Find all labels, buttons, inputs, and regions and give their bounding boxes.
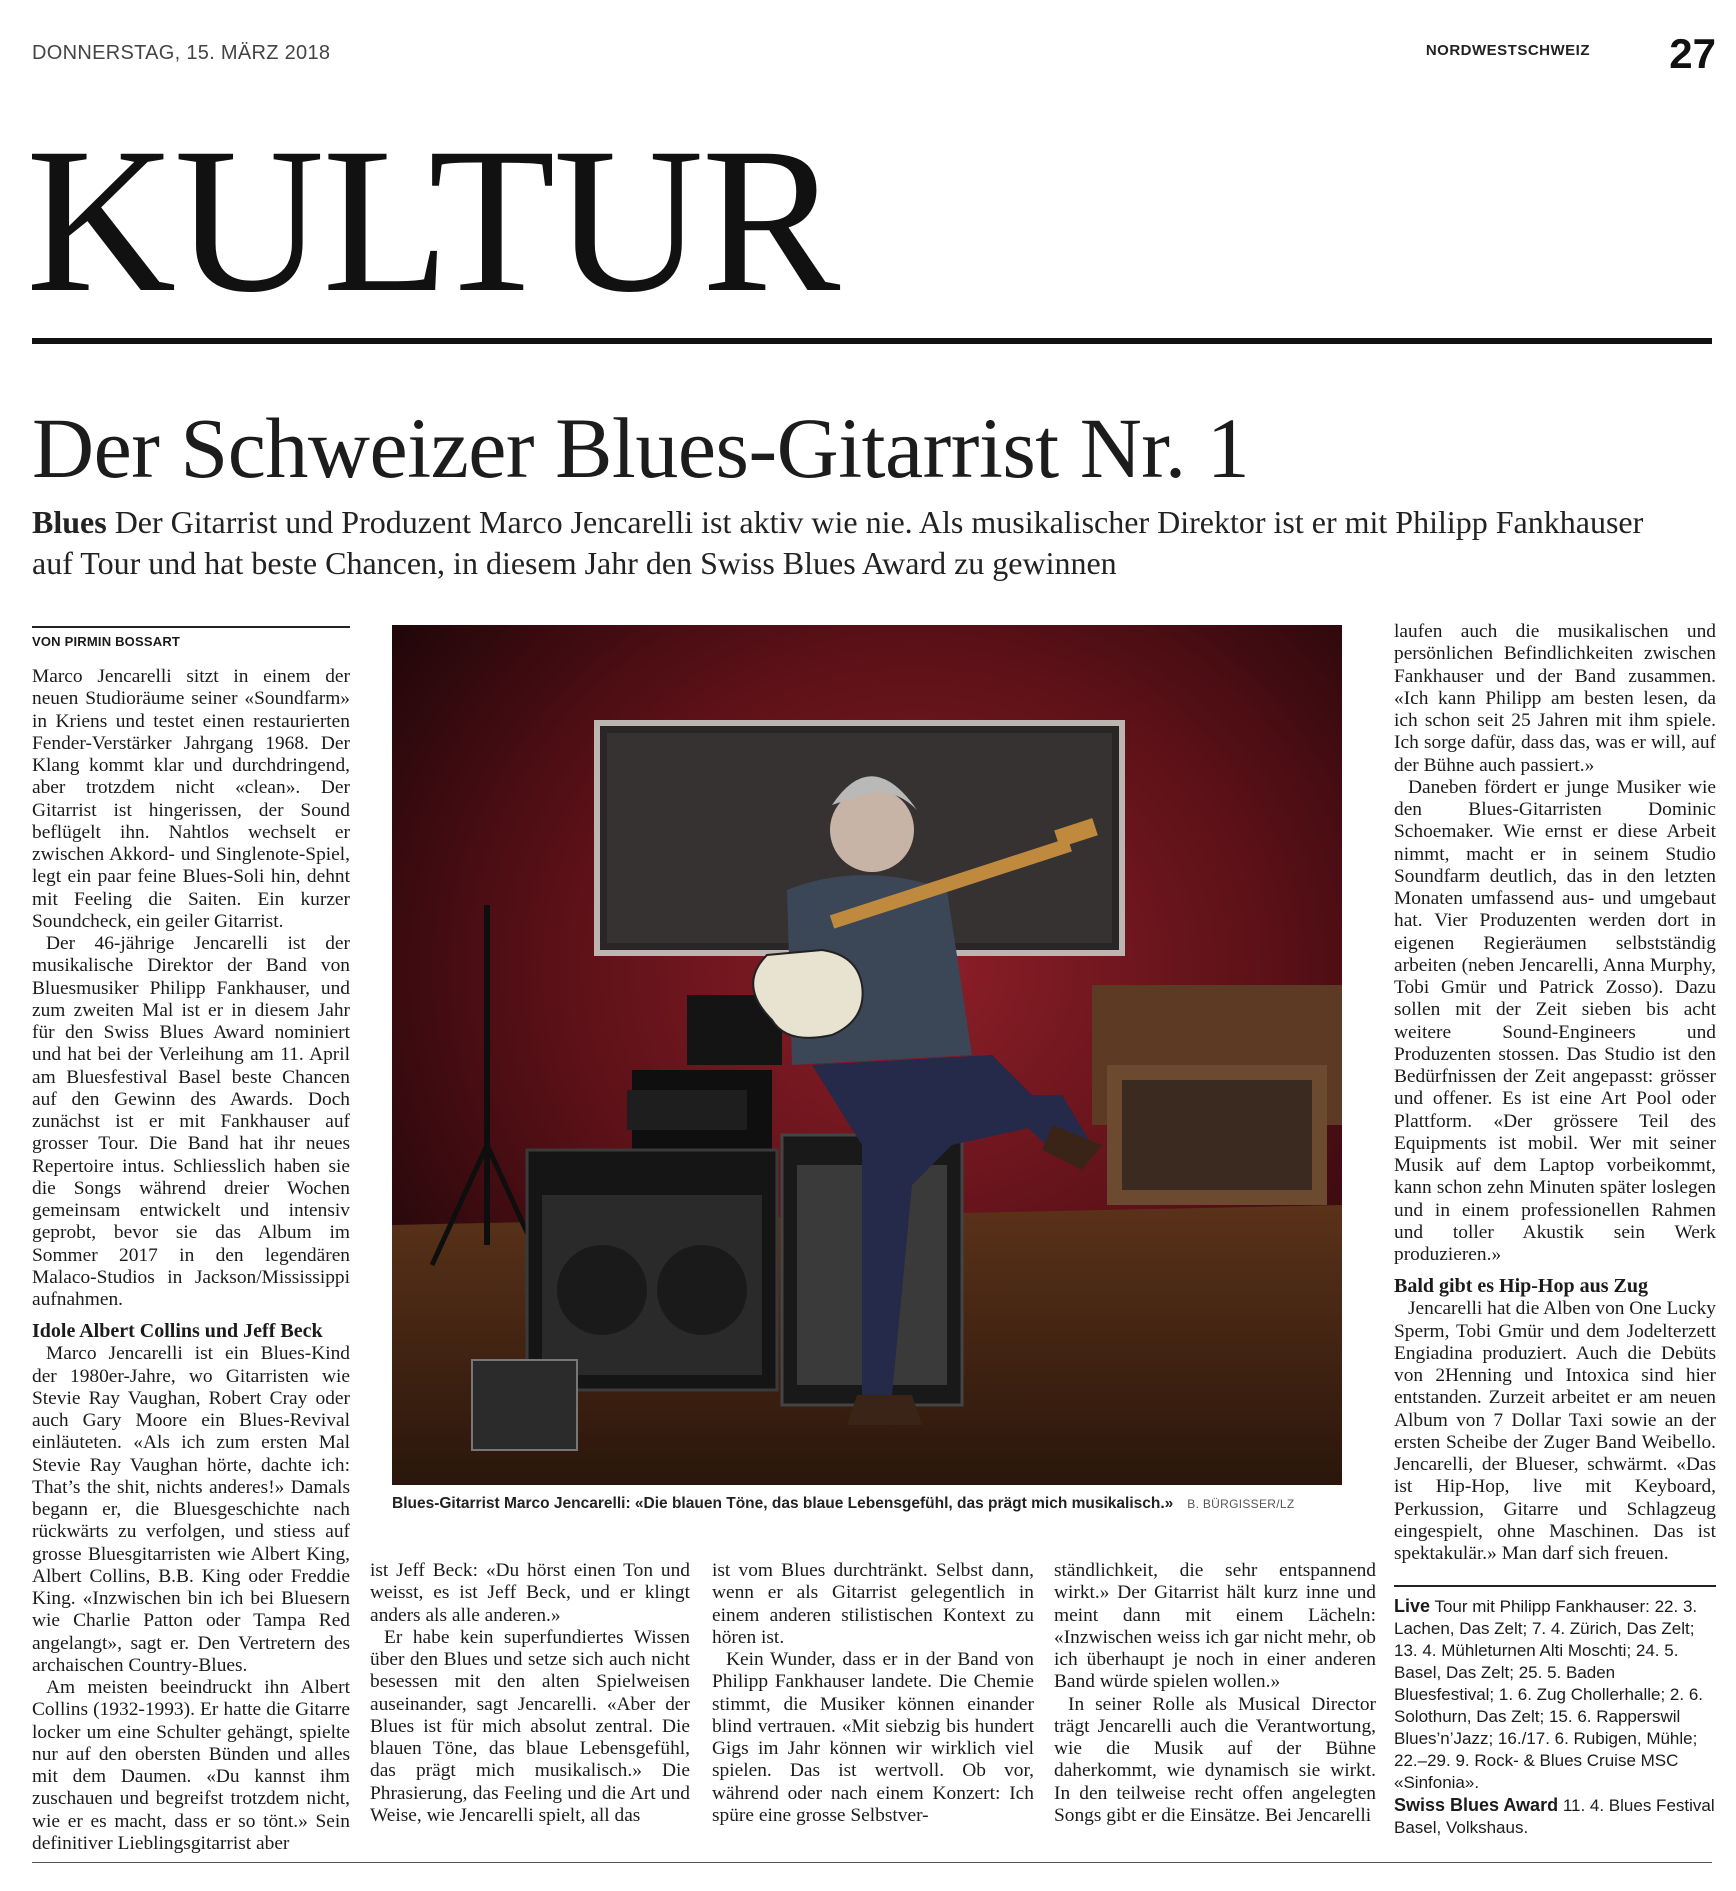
paragraph: Kein Wunder, dass er in der Band von Philipp Fankhauser landete. Die Chemie stimmt, die Musiker können einander blind vertrauen. «Mit siebzig bis hundert Gigs im Jahr können wir wirklich viel spielen. Das ist wertvoll. Ob vor, während oder nach einem Konzert: Ich spüre eine grosse Selbstver-	[712, 1649, 1034, 1826]
subheading: Idole Albert Collins und Jeff Beck	[32, 1320, 323, 1343]
paragraph: ist Jeff Beck: «Du hörst einen Ton und weisst, es ist Jeff Beck, und er klingt anders als alle anderen.»	[370, 1560, 690, 1626]
info-box-rule	[1394, 1585, 1716, 1587]
page-number: 27	[1669, 30, 1716, 77]
paragraph: Marco Jencarelli sitzt in einem der neuen Studioräume seiner «Soundfarm» in Kriens und testet einen restaurierten Fender-Verstärker Jahrgang 1968. Der Klang kommt klar und durchdringend, aber trotzdem nicht «clean». Der Gitarrist ist hingerissen, der Sound beflügelt ihn. Nahtlos wechselt er zwischen Akkord- und Singlenote-Spiel, legt ein paar feine Blues-Soli hin, dehnt mit Feeling die Saiten. Ein kurzer Soundcheck, ein geiler Gitarrist.	[32, 666, 350, 932]
text-column-2	[370, 1560, 690, 1827]
issue-date: DONNERSTAG, 15. MÄRZ 2018	[32, 42, 331, 64]
info-award-label: Swiss Blues Award	[1394, 1795, 1559, 1815]
paragraph: Daneben fördert er junge Musiker wie den Blues-Gitarristen Dominic Schoemaker. Wie ernst er diese Arbeit nimmt, macht er in seinem Studio Soundfarm deutlich, das in den letzten Monaten umfassend aus- und umgebaut hat. Vier Produzenten werden dort in eigenen Regieräumen selbstständig arbeiten (neben Jencarelli, Anna Murphy, Tobi Gmür und Patrick Zosso). Dazu sollen mit der Zeit sieben bis acht weitere Sound-Engineers und Produzenten stossen. Das Studio ist den Bedürfnissen der Zeit angepasst: grösser und offener. Es ist eine Art Pool oder Plattform. «Der grössere Teil des Equipments ist mobil. Wer mit seiner Musik auf dem Laptop vorbeikommt, kann schon zehn Minuten später loslegen und in einem professionellen Rahmen und toller Akustik sein Werk produzieren.»	[1394, 776, 1716, 1265]
info-live-text: Tour mit Philipp Fankhauser: 22. 3. Lachen, Das Zelt; 7. 4. Zürich, Das Zelt; 13. 4. Mühleturnen Alti Moschti; 24. 5. Basel, Das Zelt; 25. 5. Baden Bluesfestival; 1. 6. Zug Chollerhalle; 2. 6. Solothurn, Das Zelt; 15. 6. Rapperswil Blues’n’Jazz; 16./17. 6. Rubigen, Mühle; 22.–29. 9. Rock- & Blues Cruise MSC «Sinfonia».	[1394, 1597, 1703, 1792]
byline: VON PIRMIN BOSSART	[32, 634, 181, 649]
byline-rule	[32, 626, 350, 628]
lead-text: Der Gitarrist und Produzent Marco Jencarelli ist aktiv wie nie. Als musikalischer Direktor ist er mit Philipp Fankhauser auf Tour und hat beste Chancen, in diesem Jahr den Swiss Blues Award zu gewinnen	[32, 504, 1644, 581]
lead-kicker: Blues	[32, 504, 107, 540]
guitarist-photo-illustration	[392, 625, 1342, 1485]
paragraph: Er habe kein superfundiertes Wissen über den Blues und setze sich auch nicht besessen mit den alten Spielweisen auseinander, sagt Jencarelli. «Aber der Blues ist für mich absolut zentral. Die blauen Töne, das blaue Lebensgefühl, das prägt mich musikalisch.» Die Phrasierung, das Feeling und die Art und Weise, wie Jencarelli spielt, all das	[370, 1626, 690, 1826]
paragraph: Am meisten beeindruckt ihn Albert Collins (1932-1993). Er hatte die Gitarre locker um eine Schulter gehängt, spielte nur auf den obersten Bünden und alles mit dem Daumen. «Du kannst ihm zuschauen und begreifst trotzdem nicht, wie er es macht, dass er so tönt.» Sein definitiver Lieblingsgitarrist aber	[32, 1677, 350, 1854]
caption-text: Blues-Gitarrist Marco Jencarelli: «Die blauen Töne, das blaue Lebensgefühl, das prägt mich musikalisch.»	[392, 1495, 1174, 1512]
info-live-label: Live	[1394, 1596, 1431, 1616]
paragraph: Marco Jencarelli ist ein Blues-Kind der 1980er-Jahre, wo Gitarristen wie Stevie Ray Vaughan, Robert Cray oder auch Gary Moore ein Blues-Revival einläuteten. «Als ich zum ersten Mal Stevie Ray Vaughan hörte, dachte ich: That’s the shit, nichts anderes!» Damals begann er, die Bluesgeschichte nach rückwärts zu verfolgen, und stiess auf grosse Bluesgitarristen wie Albert King, Albert Collins, B.B. King oder Freddie King. «Inzwischen bin ich bei Bluesern wie Charlie Patton oder Tampa Red angelangt», sagt er. Den Vertretern des archaischen Country-Blues.	[32, 1343, 350, 1676]
text-column-5	[1394, 621, 1716, 1565]
photo-caption	[392, 1495, 1342, 1513]
article-lead	[32, 502, 1672, 584]
paragraph: Der 46-jährige Jencarelli ist der musikalische Direktor der Band von Bluesmusiker Philipp Fankhauser, und zum zweiten Mal ist er in diesem Jahr für den Swiss Blues Award nominiert und hat bei der Verleihung am 11. April am Bluesfestival Basel beste Chancen auf den Gewinn des Awards. Doch zunächst ist er mit Fankhauser auf grosser Tour. Die Band hat ihr neues Repertoire intus. Schliesslich haben sie die Songs während dreier Wochen gemeinsam entwickelt und intensiv geprobt, bevor sie das Album im Sommer 2017 in den legendären Malaco-Studios in Jackson/Mississippi aufnahmen.	[32, 933, 350, 1310]
text-column-1	[32, 666, 350, 1855]
photo-credit: B. BÜRGISSER/LZ	[1187, 1497, 1295, 1511]
text-column-3	[712, 1560, 1034, 1827]
paragraph: In seiner Rolle als Musical Director trägt Jencarelli auch die Verantwortung, wie die Musik auf der Bühne daherkommt, wie dynamisch sie wirkt. In den teilweise recht offen angelegten Songs gibt er die Einsätze. Bei Jencarelli	[1054, 1693, 1376, 1826]
paragraph: Jencarelli hat die Alben von One Lucky Sperm, Tobi Gmür und dem Jodelterzett Engiadina produziert. Auch die Debüts von 2Henning und Intoxica sind hier entstanden. Zurzeit arbeitet er am neuen Album von 7 Dollar Taxi sowie an der ersten Scheibe der Zuger Band Weibello. Jencarelli, der Blueser, schwärmt. «Das ist Hip-Hop, live mit Keyboard, Perkussion, Gitarre und Schlagzeug eingespielt, ohne Maschinen. Das ist spektakulär.» Man darf sich freuen.	[1394, 1298, 1716, 1564]
info-award-text: 11. 4. Blues Festival Basel, Volkshaus.	[1394, 1796, 1715, 1837]
bottom-rule	[32, 1862, 1712, 1863]
paragraph: ist vom Blues durchtränkt. Selbst dann, wenn er als Gitarrist gelegentlich in einem anderen stilistischen Kontext zu hören ist.	[712, 1560, 1034, 1648]
section-title: KULTUR	[26, 105, 839, 335]
article-headline: Der Schweizer Blues-Gitarrist Nr. 1	[32, 400, 1250, 496]
text-column-4	[1054, 1560, 1376, 1827]
info-box	[1394, 1595, 1716, 1839]
paragraph: laufen auch die musikalischen und persönlichen Befindlichkeiten zwischen Fankhauser und der Band zusammen. «Ich kann Philipp am besten lesen, da ich schon seit 25 Jahren mit ihm spiele. Ich sorge dafür, dass das, was er will, auf der Bühne auch passiert.»	[1394, 621, 1716, 776]
section-rule	[32, 338, 1712, 344]
subheading: Bald gibt es Hip-Hop aus Zug	[1394, 1275, 1648, 1298]
article-photo	[392, 625, 1342, 1485]
newspaper-name: NORDWESTSCHWEIZ	[1425, 42, 1590, 59]
paragraph: ständlichkeit, die sehr entspannend wirkt.» Der Gitarrist hält kurz inne und meint dann mit einem Lächeln: «Inzwischen weiss ich gar nicht mehr, ob ich überhaupt je noch in einer anderen Band würde spielen wollen.»	[1054, 1560, 1376, 1693]
